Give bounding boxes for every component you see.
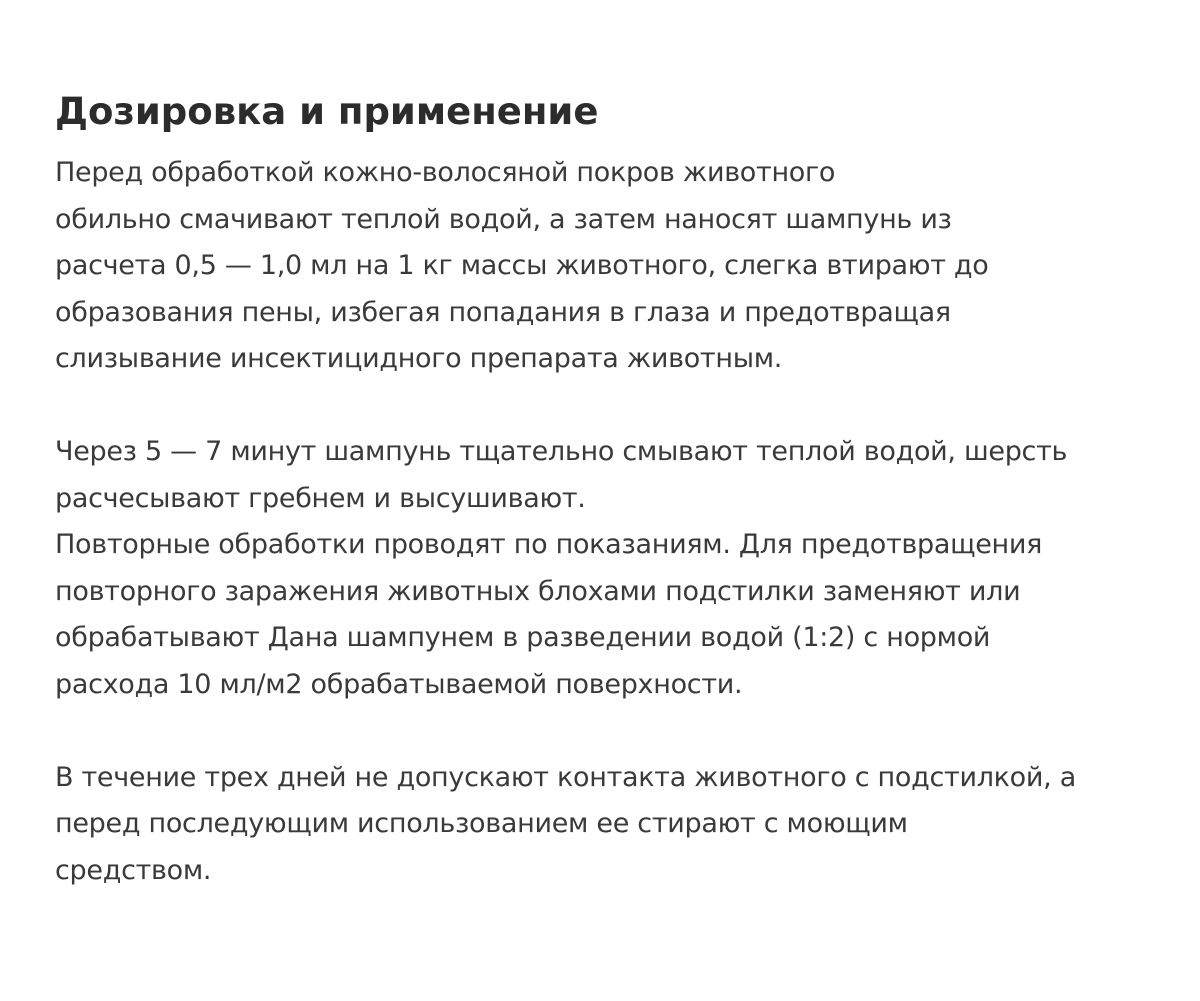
text-line: слизывание инсектицидного препарата животным. [55,343,783,374]
text-line: расчета 0,5 — 1,0 мл на 1 кг массы животного, слегка втирают до [55,250,989,281]
text-line: Перед обработкой кожно-волосяной покров животного [55,157,836,188]
text-line: Повторные обработки проводят по показаниям. Для предотвращения [55,529,1043,560]
text-line: Через 5 — 7 минут шампунь тщательно смывают теплой водой, шерсть [55,436,1068,467]
section-heading: Дозировка и применение [55,90,599,133]
text-line: расхода 10 мл/м2 обрабатываемой поверхности. [55,668,743,700]
text-line: образования пены, избегая попадания в глаза и предотвращая [55,296,951,328]
paragraph-application [55,150,1180,383]
text-line: расчесывают гребнем и высушивают. [55,482,586,514]
article-section [55,82,1180,894]
paragraph-bedding [55,755,1180,895]
text-line: В течение трех дней не допускают контакта животного с подстилкой, а [55,761,1076,793]
text-line: средством. [55,854,212,886]
paragraph-spacer [55,383,1180,430]
text-line: повторного заражения животных блохами подстилки заменяют или [55,575,1021,607]
paragraph-rinse-repeat [55,429,1180,708]
paragraph-spacer [55,708,1180,755]
text-line: обильно смачивают теплой водой, а затем наносят шампунь из [55,203,952,235]
text-line: перед последующим использованием ее стирают с моющим [55,808,908,839]
text-line: обрабатывают Дана шампунем в разведении водой (1:2) с нормой [55,622,991,653]
